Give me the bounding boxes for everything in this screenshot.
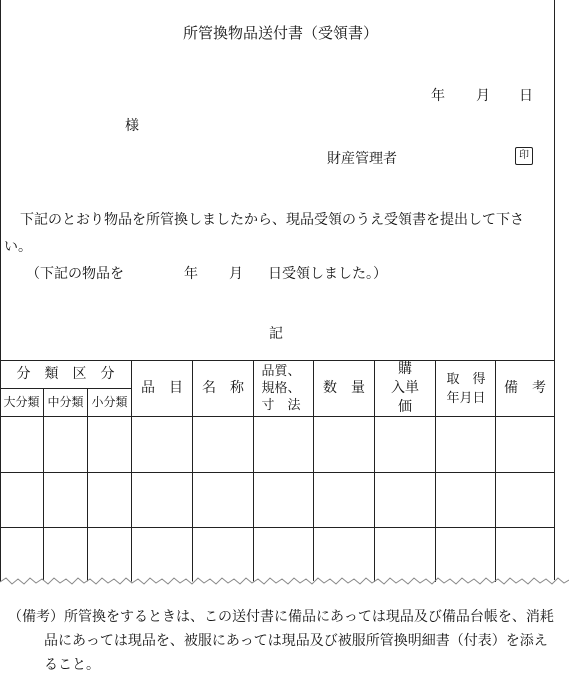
seal-mark: 印 (515, 147, 533, 165)
col-line-7 (374, 360, 375, 582)
ki-label: 記 (269, 326, 283, 342)
date-month: 月 (476, 88, 490, 104)
body-text-line1: 下記のとおり物品を所管換しましたから、現品受領のうえ受領書を提出して下さ (20, 212, 524, 228)
header-remarks: 備 考 (504, 379, 546, 396)
header-middle: 中分類 (47, 395, 84, 409)
header-acquired-date: 取 得年月日 (446, 371, 486, 406)
receipt-open: （下記の物品を (26, 266, 124, 282)
header-minor: 小分類 (91, 395, 128, 409)
header-unit-price: 購 入単 価 (391, 361, 433, 415)
addressee-suffix: 様 (125, 118, 139, 134)
header-name: 名 称 (202, 379, 244, 396)
col-line-5 (253, 360, 254, 582)
document-title: 所管換物品送付書（受領書） (183, 24, 379, 42)
note-line-2: 品にあっては現品を、被服にあっては現品及び被服所管換明細書（付表）を添え (44, 633, 548, 649)
receipt-month: 月 (229, 266, 243, 282)
note-line-3: ること。 (44, 657, 100, 673)
header-quantity: 数 量 (323, 379, 365, 396)
row2-bottom-line (0, 527, 555, 528)
receipt-tail: 日受領しました。） (268, 266, 387, 282)
header-classification: 分 類 区 分 (16, 365, 115, 382)
frame-right (554, 0, 555, 582)
header-bottom-line (0, 416, 555, 417)
body-text-line2: い。 (4, 239, 32, 255)
frame-left (0, 0, 1, 582)
header-quality: 品質、規格、寸 法 (261, 364, 301, 413)
header-major: 大分類 (3, 395, 40, 409)
note-line-1: （備考）所管換をするときは、この送付書に備品にあっては現品及び備品台帳を、消耗 (8, 609, 554, 625)
col-line-2 (87, 388, 88, 582)
col-line-8 (435, 360, 436, 582)
torn-edge (0, 576, 569, 590)
header-item: 品 目 (141, 379, 183, 396)
date-day: 日 (519, 88, 533, 104)
row1-bottom-line (0, 472, 555, 473)
col-line-1 (43, 388, 44, 582)
sender-label: 財産管理者 (327, 151, 397, 167)
receipt-year: 年 (184, 266, 198, 282)
remarks-note (8, 605, 568, 677)
date-year: 年 (431, 88, 445, 104)
